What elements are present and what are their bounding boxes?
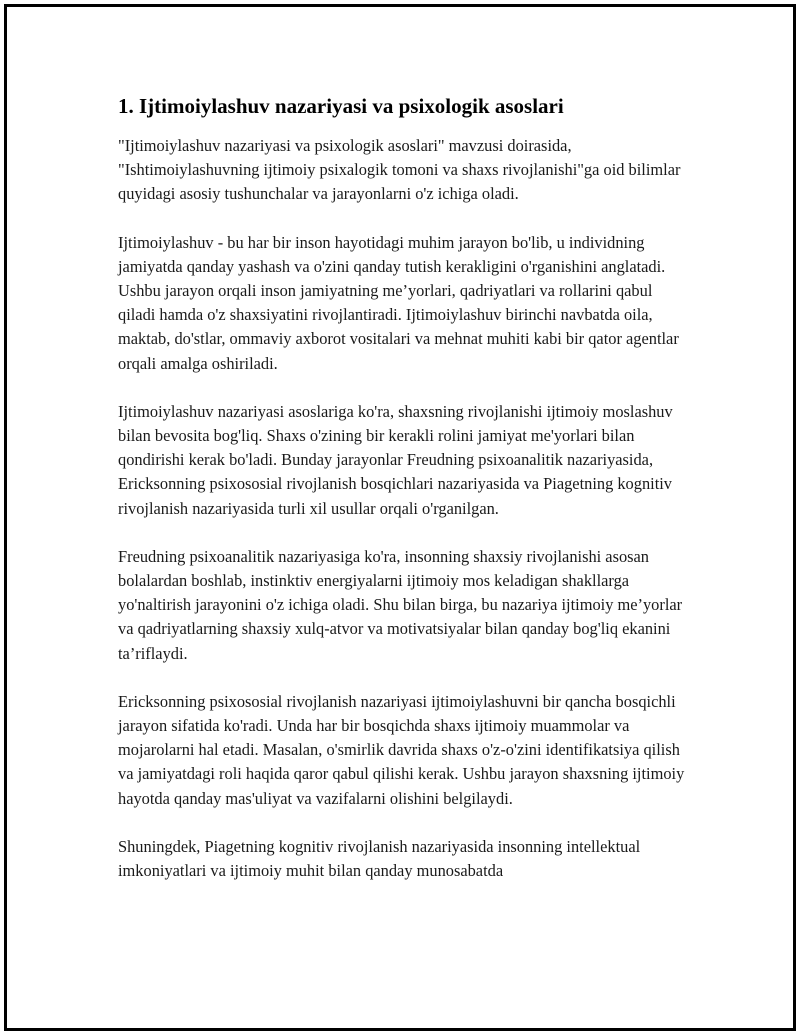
document-body [118, 92, 686, 907]
section-heading: 1. Ijtimoiylashuv nazariyasi va psixologik asoslari [118, 94, 564, 118]
paragraph-freud: Freudning psixoanalitik nazariyasiga ko'ra, insonning shaxsiy rivojlanishi asosan bolalardan boshlab, instinktiv energiyalarni ijtimoiy mos keladigan shakllarga yo'naltirish jarayonini o'z ichiga oladi. Shu bilan birga, bu nazariya ijtimoiy me’yorlar va qadriyatlarning shaxsiy xulq-atvor va motivatsiyalar bilan qanday bog'liq ekanini ta’riflaydi. [118, 546, 683, 663]
paragraph-erickson: Ericksonning psixososial rivojlanish nazariyasi ijtimoiylashuvni bir qancha bosqichli jarayon sifatida ko'radi. Unda har bir bosqichda shaxs ijtimoiy muammolar va mojarolarni hal etadi. Masalan, o'smirlik davrida shaxs o'z-o'zini identifikatsiya qilish va jamiyatdagi roli haqida qaror qabul qilishi kerak. Ushbu jarayon shaxsning ijtimoiy hayotda qanday mas'uliyat va vazifalarni olishini belgilaydi. [118, 691, 685, 808]
paragraph-definition: Ijtimoiylashuv - bu har bir inson hayotidagi muhim jarayon bo'lib, u individning jamiyatda qanday yashash va o'zini qanday tutish kerakligini o'rganishini anglatadi. Ushbu jarayon orqali inson jamiyatning me’yorlari, qadriyatlari va rollarini qabul qiladi hamda o'z shaxsiyatini rivojlantiradi. Ijtimoiylashuv birinchi navbatda oila, maktab, do'stlar, ommaviy axborot vositalari va mehnat muhiti kabi bir qator agentlar orqali amalga oshiriladi. [118, 232, 679, 373]
paragraph-piaget: Shuningdek, Piagetning kognitiv rivojlanish nazariyasida insonning intellektual imkoniyatlari va ijtimoiy muhit bilan qanday munosabatda [118, 836, 641, 881]
paragraph-intro: "Ijtimoiylashuv nazariyasi va psixologik asoslari" mavzusi doirasida, "Ishtimoiylashuvning ijtimoiy psixalogik tomoni va shaxs rivojlanishi"ga oid bilimlar quyidagi asosiy tushunchalar va jarayonlarni o'z ichiga oladi. [118, 136, 681, 204]
paragraph-theory-basis: Ijtimoiylashuv nazariyasi asoslariga ko'ra, shaxsning rivojlanishi ijtimoiy moslashuv bilan bevosita bog'liq. Shaxs o'zining bir kerakli rolini jamiyat me'yorlari bilan qondirishi kerak bo'ladi. Bunday jarayonlar Freudning psixoanalitik nazariyasida, Ericksonning psixososial rivojlanish bosqichlari nazariyasida va Piagetning kognitiv rivojlanish nazariyasida turli xil usullar orqali o'rganilgan. [118, 401, 673, 518]
